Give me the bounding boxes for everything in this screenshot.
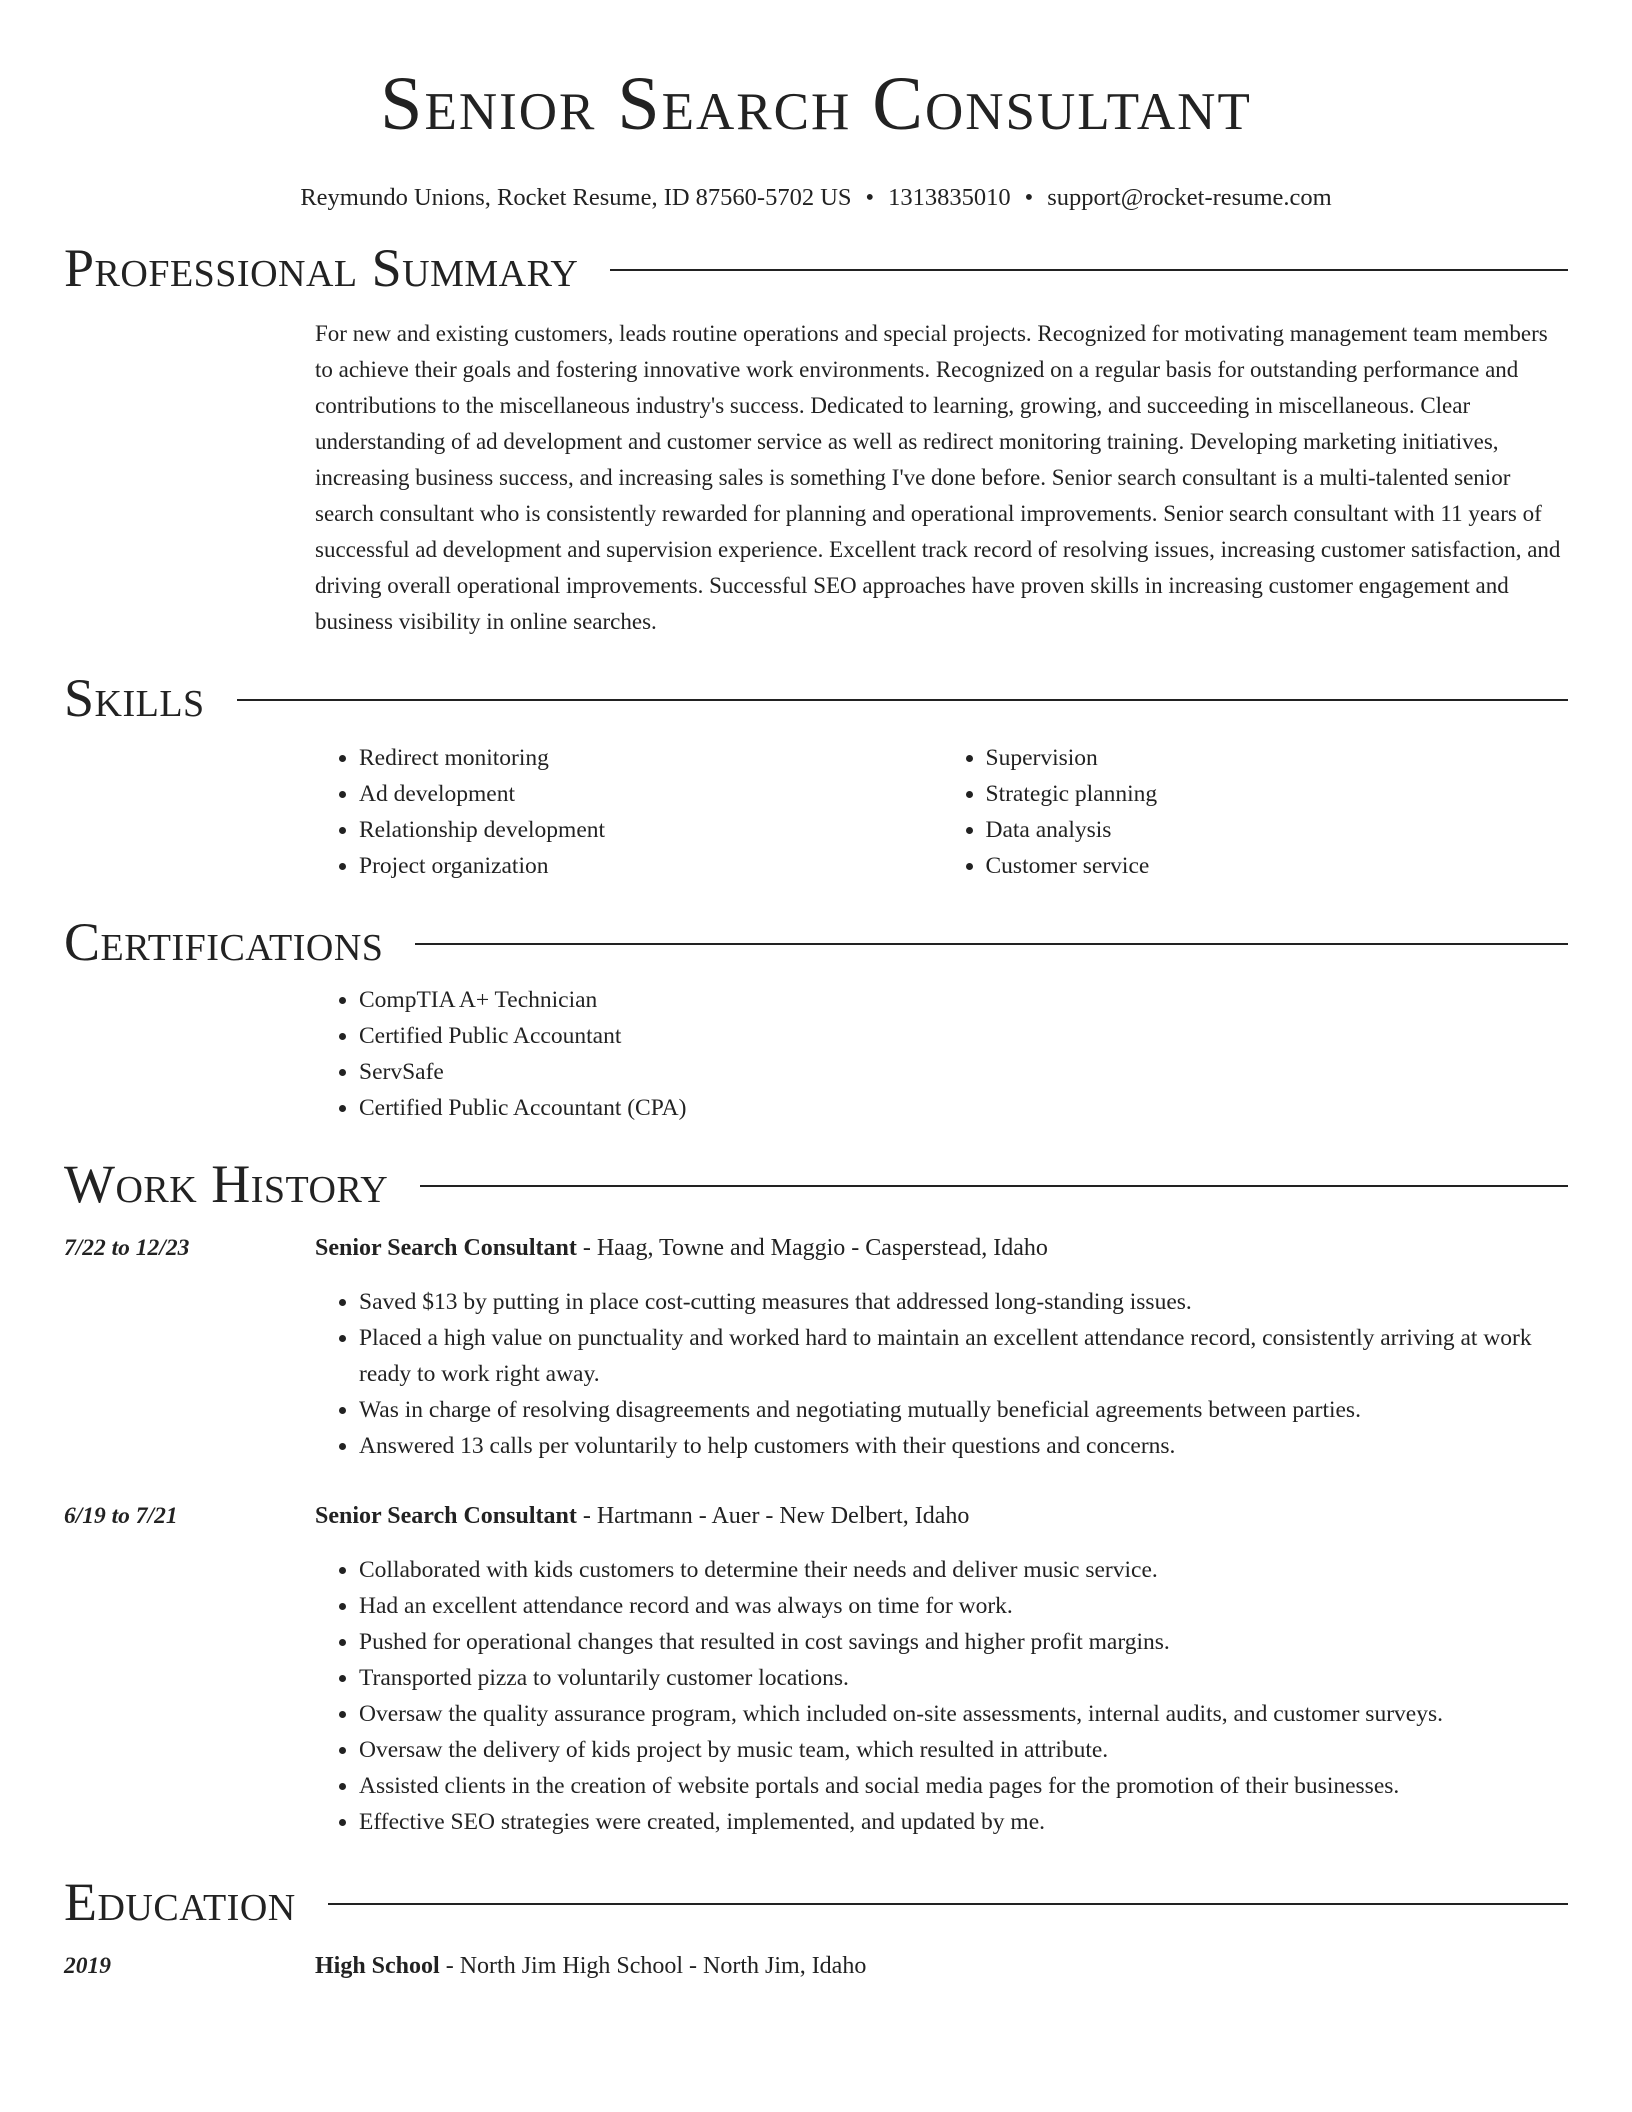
contact-separator: •	[865, 184, 875, 211]
job-bullet: • Transported pizza to voluntarily customer locations.	[359, 1660, 1568, 1696]
skill-item: • Customer service	[986, 848, 1569, 884]
section-divider	[415, 943, 1568, 945]
job-bullet: • Collaborated with kids customers to determine their needs and deliver music service.	[359, 1552, 1568, 1588]
job-bullets	[315, 1284, 1568, 1464]
skill-item: • Relationship development	[359, 812, 942, 848]
job-dates: 7/22 to 12/23	[64, 1235, 190, 1261]
skills-grid	[315, 740, 1568, 884]
section-divider	[610, 269, 1568, 271]
job-entry-header	[64, 1498, 1568, 1534]
summary-heading: Professional Summary	[64, 238, 579, 298]
job-company: - Haag, Towne and Maggio - Casperstead, Idaho	[576, 1235, 1048, 1261]
certification-item: • CompTIA A+ Technician	[359, 982, 1568, 1018]
contact-separator: •	[1024, 184, 1034, 211]
job-heading	[315, 1230, 1048, 1266]
skill-item: • Redirect monitoring	[359, 740, 942, 776]
skills-section-header	[64, 666, 1568, 730]
summary-section-header	[64, 236, 1568, 300]
education-section-header	[64, 1870, 1568, 1934]
certifications-section-header	[64, 910, 1568, 974]
job-bullet: • Placed a high value on punctuality and worked hard to maintain an excellent attendance record, consistently arriving at work ready to work right away.	[359, 1320, 1568, 1392]
job-bullet: • Oversaw the quality assurance program, which included on-site assessments, internal audits, and customer surveys.	[359, 1696, 1568, 1732]
skill-item: • Supervision	[986, 740, 1569, 776]
certifications-heading: Certifications	[64, 912, 384, 972]
job-heading	[315, 1498, 969, 1534]
education-year: 2019	[64, 1953, 111, 1979]
job-bullet: • Oversaw the delivery of kids project by music team, which resulted in attribute.	[359, 1732, 1568, 1768]
job-title: Senior Search Consultant	[315, 1503, 577, 1529]
skills-list-right	[942, 740, 1569, 884]
skill-item: • Ad development	[359, 776, 942, 812]
education-school: - North Jim High School - North Jim, Idaho	[439, 1953, 867, 1979]
job-bullet: • Had an excellent attendance record and was always on time for work.	[359, 1588, 1568, 1624]
job-bullet-list	[315, 1552, 1568, 1840]
job-bullet: • Effective SEO strategies were created, implemented, and updated by me.	[359, 1804, 1568, 1840]
section-divider	[328, 1903, 1568, 1905]
job-bullet-list	[315, 1284, 1568, 1464]
job-bullet: • Was in charge of resolving disagreements and negotiating mutually beneficial agreements between parties.	[359, 1392, 1568, 1428]
summary-body	[315, 316, 1568, 640]
skills-list-left	[315, 740, 942, 884]
job-entry-header	[64, 1230, 1568, 1266]
work-heading: Work History	[64, 1154, 389, 1214]
job-dates: 6/19 to 7/21	[64, 1503, 178, 1529]
contact-line	[0, 182, 1632, 214]
summary-text: For new and existing customers, leads routine operations and special projects. Recognized for motivating management team members to achieve their goals and fostering innovative work environments. Recognized on a regular basis for outstanding performance and contributions to the miscellaneous industry's success. Dedicated to learning, growing, and succeeding in miscellaneous. Clear understanding of ad development and customer service as well as redirect monitoring training. Developing marketing initiatives, increasing business success, and increasing sales is something I've done before. Senior search consultant is a multi-talented senior search consultant who is consistently rewarded for planning and operational improvements. Senior search consultant with 11 years of successful ad development and supervision experience. Excellent track record of resolving issues, increasing customer satisfaction, and driving overall operational improvements. Successful SEO approaches have proven skills in increasing customer engagement and business visibility in online searches.	[315, 321, 1561, 634]
resume-title: Senior Search Consultant	[380, 62, 1252, 146]
certifications-list	[315, 982, 1568, 1126]
job-bullet: • Assisted clients in the creation of website portals and social media pages for the promotion of their businesses.	[359, 1768, 1568, 1804]
job-bullets	[315, 1552, 1568, 1840]
skill-item: • Data analysis	[986, 812, 1569, 848]
work-section-header	[64, 1152, 1568, 1216]
skill-item: • Project organization	[359, 848, 942, 884]
certifications-body	[315, 982, 1568, 1126]
job-company: - Hartmann - Auer - New Delbert, Idaho	[576, 1503, 970, 1529]
skill-item: • Strategic planning	[986, 776, 1569, 812]
education-heading-line	[315, 1948, 866, 1984]
skills-heading: Skills	[64, 668, 205, 728]
job-bullet: • Saved $13 by putting in place cost-cutting measures that addressed long-standing issues.	[359, 1284, 1568, 1320]
contact-phone: 1313835010	[888, 184, 1011, 211]
contact-address: Reymundo Unions, Rocket Resume, ID 87560-5702 US	[300, 184, 852, 211]
certification-item: • ServSafe	[359, 1054, 1568, 1090]
certification-item: • Certified Public Accountant (CPA)	[359, 1090, 1568, 1126]
education-degree: High School	[315, 1953, 440, 1979]
job-bullet: • Pushed for operational changes that resulted in cost savings and higher profit margins.	[359, 1624, 1568, 1660]
skills-body	[315, 740, 1568, 884]
section-divider	[420, 1185, 1568, 1187]
job-title: Senior Search Consultant	[315, 1235, 577, 1261]
job-bullet: • Answered 13 calls per voluntarily to help customers with their questions and concerns.	[359, 1428, 1568, 1464]
education-entry	[64, 1948, 1568, 1984]
certification-item: • Certified Public Accountant	[359, 1018, 1568, 1054]
contact-email[interactable]: support@rocket-resume.com	[1047, 184, 1332, 211]
section-divider	[237, 699, 1568, 701]
education-heading: Education	[64, 1872, 296, 1932]
